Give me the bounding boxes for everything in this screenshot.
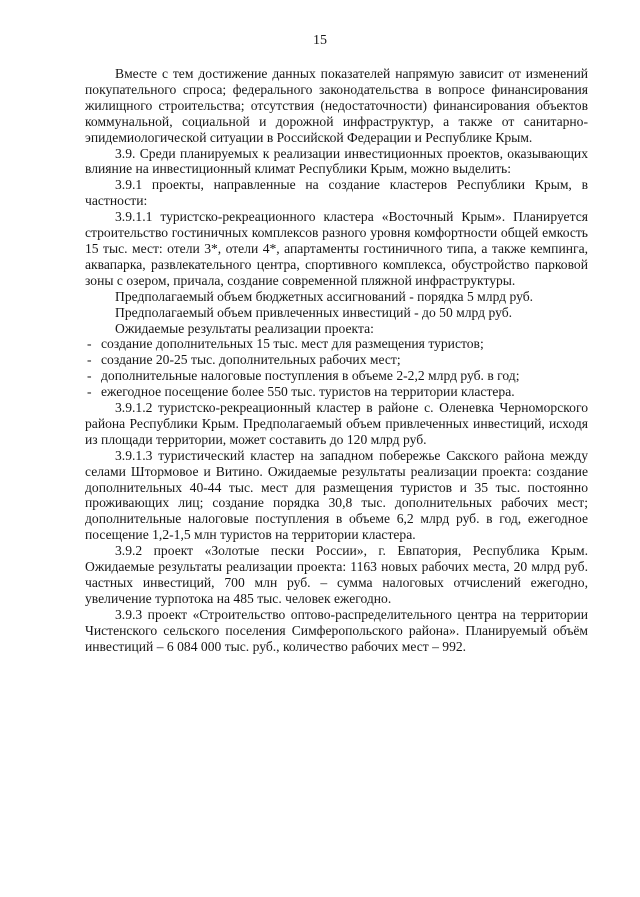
paragraph-3-9-1-3: 3.9.1.3 туристический кластер на западном побережье Сакского района между селами Штормовое и Витино. Ожидаемые результаты реализации проекта: создание дополнительных 40-44 тыс. мест для размещения туристов и 35 тыс. постоянно проживающих лиц; создание порядка 30,8 тыс. дополнительных рабочих мест; дополнительные налоговые поступления в объеме 6,2 млрд руб. в год, ежегодное посещение 1,2-1,5 млн туристов на территории кластера. bbox=[85, 447, 588, 543]
expected-results-list bbox=[85, 336, 588, 400]
paragraph-3-9-intro: 3.9. Среди планируемых к реализации инвестиционных проектов, оказывающих влияние на инвестиционный климат Республики Крым, можно выделить: bbox=[85, 145, 588, 177]
paragraph-3-9-1-2: 3.9.1.2 туристско-рекреационный кластер в районе с. Оленевка Черноморского района Республики Крым. Предполагаемый объем привлеченных инвестиций, исходя из площади территории, может составить до 120 млрд руб. bbox=[85, 400, 588, 447]
list-item: - создание дополнительных 15 тыс. мест для размещения туристов; bbox=[85, 336, 588, 352]
paragraph-indicators-dependency: Вместе с тем достижение данных показателей напрямую зависит от изменений покупательного спроса; федерального законодательства в вопросе финансирования жилищного строительства; отсутствия (недостаточности) финансирования объектов коммунальной, социальной и дорожной инфраструктур, а также от санитарно-эпидемиологической ситуации в Российской Федерации и Республике Крым. bbox=[85, 66, 588, 145]
document-body bbox=[85, 66, 588, 655]
list-item: - создание 20-25 тыс. дополнительных рабочих мест; bbox=[85, 352, 588, 368]
list-item: - ежегодное посещение более 550 тыс. туристов на территории кластера. bbox=[85, 384, 588, 400]
list-item: - дополнительные налоговые поступления в объеме 2-2,2 млрд руб. в год; bbox=[85, 368, 588, 384]
paragraph-3-9-1-1: 3.9.1.1 туристско-рекреационного кластера «Восточный Крым». Планируется строительство гостиничных комплексов разного уровня комфортности общей емкость 15 тыс. мест: отели 3*, отели 4*, апартаменты гостиничного типа, а также кемпинга, аквапарка, развлекательного центра, спортивного комплекса, обустройство парковой зоны с озером, причала, создание современной пляжной инфраструктуры. bbox=[85, 209, 588, 288]
paragraph-budget-allocation: Предполагаемый объем бюджетных ассигнований - порядка 5 млрд руб. bbox=[115, 288, 534, 304]
paragraph-3-9-2: 3.9.2 проект «Золотые пески России», г. Евпатория, Республика Крым. Ожидаемые результаты реализации проекта: 1163 новых рабочих места, 20 млрд руб. частных инвестиций, 700 млн руб. – сумма налоговых отчислений ежегодно, увеличение турпотока на 485 тыс. человек ежегодно. bbox=[85, 543, 588, 606]
paragraph-3-9-1: 3.9.1 проекты, направленные на создание кластеров Республики Крым, в частности: bbox=[85, 177, 588, 209]
paragraph-attracted-investment: Предполагаемый объем привлеченных инвестиций - до 50 млрд руб. bbox=[115, 304, 513, 320]
page-number: 15 bbox=[313, 33, 327, 48]
paragraph-expected-results: Ожидаемые результаты реализации проекта: bbox=[115, 320, 374, 336]
paragraph-3-9-3: 3.9.3 проект «Строительство оптово-распределительного центра на территории Чистенского сельского поселения Симферопольского района». Планируемый объём инвестиций – 6 084 000 тыс. руб., количество рабочих мест – 992. bbox=[85, 606, 588, 654]
